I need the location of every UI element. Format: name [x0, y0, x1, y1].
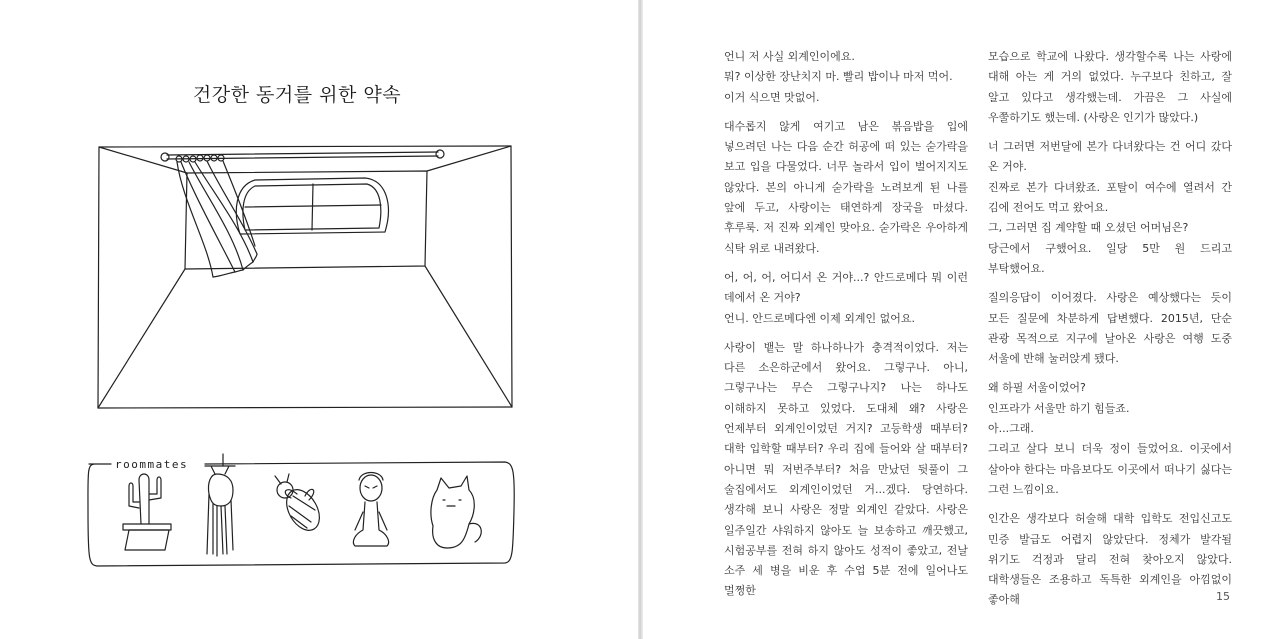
- dialogue-line: 어, 어, 어, 어디서 온 거야...? 안드로메다 뭐 이런 데에서 온 거야?: [724, 270, 968, 305]
- roommates-frame: [85, 450, 515, 570]
- dialogue-line: 아...그래.: [988, 422, 1034, 436]
- roommates-label: roommates: [115, 458, 189, 471]
- paragraph: [724, 47, 968, 108]
- dialogue-line: 언니. 안드로메다엔 이제 외계인 없어요.: [724, 311, 915, 325]
- paragraph: 사랑이 뱉는 말 하나하나가 충격적이었다. 저는 다른 소은하군에서 왔어요. 그렇구나. 아니, 그렇구나는 무슨 그렇구나지? 나는 하나도 이해하지 못하고 있었다. 도대체 왜? 사랑은 언제부터 외계인이었던 거지? 고등학생 때부터? 대학 입학할 때부터? 우리 집에 들어와 살 때부터? 아니면 뭐 저번주부터? 처음 만났던 뒷풀이 그 술집에서도 외계인이었던 거...겠다. 당연하다. 생각해 보니 사랑은 정말 외계인 같았다. 사랑은 일주일간 샤워하지 않아도 늘 보송하고 깨끗했고, 시험공부를 전혀 하지 않아도 성적이 좋았고, 전날 소주 세 병을 비운 후 수업 5분 전에 일어나도 멀쩡한: [724, 340, 968, 598]
- chapter-title: 건강한 동거를 위한 약속: [192, 84, 402, 106]
- dialogue-line: 너 그러면 저번달에 본가 다녀왔다는 건 어디 갔다 온 거야.: [988, 140, 1232, 174]
- paragraph: [988, 378, 1232, 500]
- paragraph: [988, 137, 1232, 279]
- dialogue-line: 인프라가 서울만 하기 힘들죠.: [988, 401, 1130, 415]
- left-page: [0, 0, 638, 639]
- dialogue-line: 언니 저 사실 외계인이에요.: [724, 50, 855, 63]
- dialogue-line: 그리고 살다 보니 더욱 정이 들었어요. 이곳에서 살아야 한다는 마음보다도 이곳에서 떠나기 싫다는 그런 느낌이요.: [988, 442, 1232, 496]
- text-column-1: [724, 47, 968, 611]
- paragraph: 대수롭지 않게 여기고 남은 볶음밥을 입에 넣으려던 나는 다음 순간 허공에 떠 있는 숟가락을 보고 입을 다물었다. 너무 놀라서 입이 벌어지지도 않았다. 본의 아니게 숟가락을 노려보게 된 나를 앞에 두고, 사랑이는 태연하게 장국을 마셨다. 후루룩. 저 진짜 외계인 맞아요. 숟가락은 우아하게 식탁 위로 내려왔다.: [724, 119, 968, 255]
- page-number: 15: [1216, 590, 1230, 603]
- paragraph: 모습으로 학교에 나왔다. 생각할수록 나는 사랑에 대해 아는 게 거의 없었다. 누구보다 친하고, 잘 알고 있다고 생각했는데. 가끔은 그 사실에 우쭐하기도 했는데. (사랑은 인기가 많았다.): [988, 50, 1232, 124]
- dialogue-line: 뭐? 이상한 장난치지 마. 빨리 밥이나 마저 먹어.: [724, 70, 953, 84]
- paragraph: [724, 268, 968, 329]
- dialogue-line: 진짜로 본가 다녀왔죠. 포탈이 여수에 열려서 간 김에 전어도 먹고 왔어요.: [988, 180, 1232, 215]
- paragraph: 질의응답이 이어졌다. 사랑은 예상했다는 듯이 모든 질문에 차분하게 답변했다. 2015년, 단순 관광 목적으로 지구에 날아온 사랑은 여행 도중 서울에 반해 눌러앉게 됐다.: [988, 291, 1232, 366]
- paragraph: 인간은 생각보다 허술해 대학 입학도 전입신고도 민증 발급도 어렵지 않았단다. 정체가 발각될 위기도 걱정과 달리 전혀 찾아오지 않았다. 대학생들은 조용하고 독특한 외계인을 아낌없이 좋아해: [988, 512, 1232, 607]
- dialogue-line: 그, 그러면 집 계약할 때 오셨던 어머님은?: [988, 221, 1189, 235]
- room-illustration: [95, 142, 515, 410]
- dialogue-line: 당근에서 구했어요. 일당 5만 원 드리고 부탁했어요.: [988, 241, 1232, 275]
- dialogue-line: 왜 하필 서울이었어?: [988, 381, 1086, 395]
- dialogue-line: 이거 식으면 맛없어.: [724, 90, 820, 104]
- text-column-2: [988, 47, 1232, 620]
